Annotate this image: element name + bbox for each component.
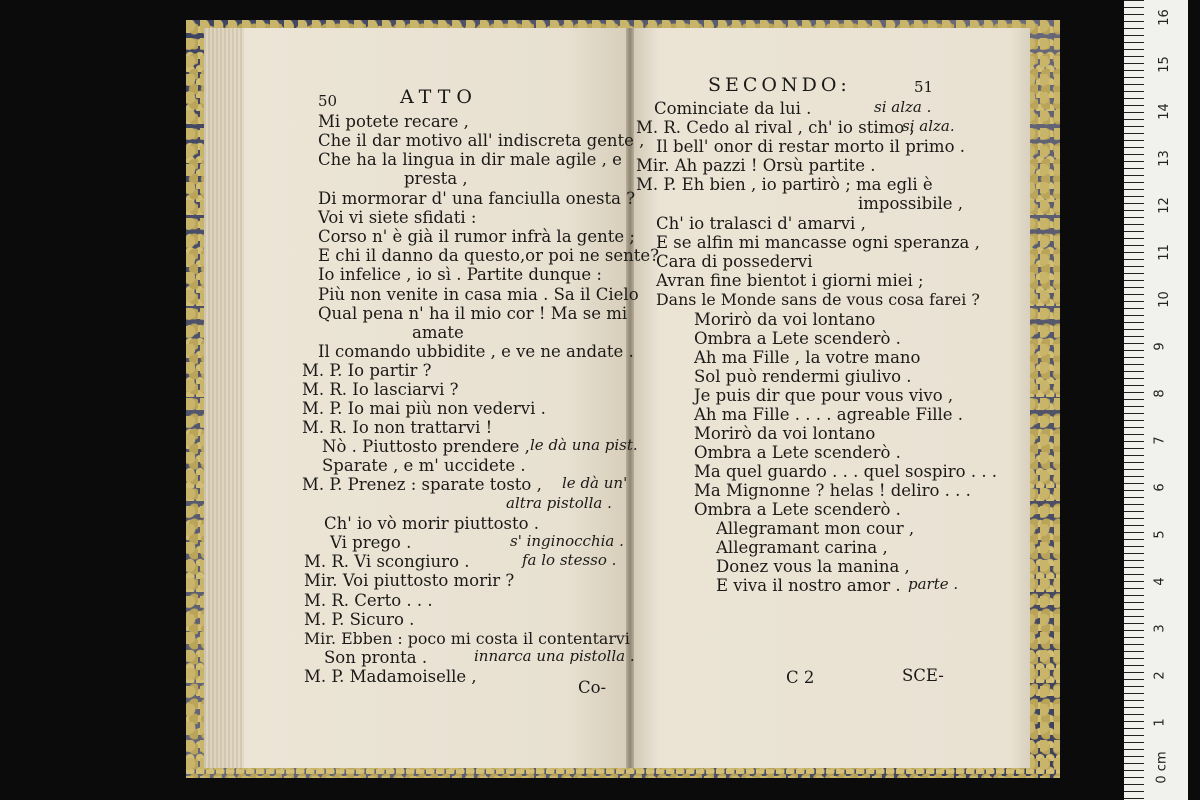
text-line: Che il dar motivo all' indiscreta gente , bbox=[318, 131, 645, 150]
ruler-number: 9 bbox=[1152, 342, 1168, 351]
text-line: Più non venite in casa mia . Sa il Cielo bbox=[318, 285, 639, 304]
text-line: M. R. Io non trattarvi ! bbox=[302, 418, 493, 437]
text-line: M. P. Madamoiselle , bbox=[304, 667, 477, 686]
ruler-number: 4 bbox=[1152, 577, 1168, 586]
text-line: Ma Mignonne ? helas ! deliro . . . bbox=[694, 481, 971, 500]
ruler-number: 10 bbox=[1156, 291, 1172, 308]
stage-direction: fa lo stesso . bbox=[522, 551, 617, 569]
text-line: Cominciate da lui . bbox=[654, 99, 812, 118]
text-line: Ah ma Fille . . . . agreable Fille . bbox=[694, 405, 964, 424]
text-line: Mir. Ebben : poco mi costa il contentarvi bbox=[304, 629, 630, 648]
ruler-number: 14 bbox=[1156, 103, 1172, 120]
text-line: Io infelice , io sì . Partite dunque : bbox=[318, 265, 602, 284]
ruler-number: 1 bbox=[1152, 718, 1168, 727]
text-line: M. P. Sicuro . bbox=[304, 610, 415, 629]
text-line: Morirò da voi lontano bbox=[694, 310, 876, 329]
text-line: Ch' io vò morir piuttosto . bbox=[324, 514, 540, 533]
text-line: Voi vi siete sfidati : bbox=[318, 208, 477, 227]
text-line: Vi prego . bbox=[330, 533, 412, 552]
text-line: Che ha la lingua in dir male agile , e bbox=[318, 150, 622, 169]
text-line: Son pronta . bbox=[324, 648, 428, 667]
stage-direction: innarca una pistolla . bbox=[474, 647, 635, 665]
stage-direction: le dà una pist. bbox=[530, 436, 638, 454]
left-page-number: 50 bbox=[318, 92, 338, 110]
text-line: E se alfin mi mancasse ogni speranza , bbox=[656, 233, 980, 252]
stage-direction: altra pistolla . bbox=[506, 494, 612, 512]
ruler-number: 12 bbox=[1156, 197, 1172, 214]
left-running-head: ATTO bbox=[400, 86, 478, 108]
text-line: M. P. Prenez : sparate tosto , bbox=[302, 475, 542, 494]
catchword: Co- bbox=[578, 678, 607, 697]
text-line: Ma quel guardo . . . quel sospiro . . . bbox=[694, 462, 998, 481]
ruler-number: 11 bbox=[1156, 244, 1172, 261]
page-edges bbox=[204, 28, 244, 768]
ruler-number: 2 bbox=[1152, 671, 1168, 680]
stage-direction: si alza . bbox=[874, 98, 932, 116]
text-line: Mi potete recare , bbox=[318, 112, 469, 131]
right-running-head: SECONDO: bbox=[708, 74, 851, 96]
ruler-number: 0 cm bbox=[1154, 751, 1170, 784]
text-line: Je puis dir que pour vous vivo , bbox=[694, 386, 954, 405]
text-line: Sparate , e m' uccidete . bbox=[322, 456, 526, 475]
ruler-number: 6 bbox=[1152, 483, 1168, 492]
text-line: Ah ma Fille , la votre mano bbox=[694, 348, 921, 367]
text-line: M. R. Io lasciarvi ? bbox=[302, 380, 459, 399]
ruler-labels bbox=[1124, 0, 1188, 800]
text-line: Corso n' è già il rumor infrà la gente ; bbox=[318, 227, 635, 246]
text-line: presta , bbox=[404, 169, 468, 188]
ruler-number: 5 bbox=[1152, 530, 1168, 539]
text-line: Mir. Ah pazzi ! Orsù partite . bbox=[636, 156, 876, 175]
text-line: Morirò da voi lontano bbox=[694, 424, 876, 443]
stage-direction: parte . bbox=[908, 575, 959, 593]
text-line: Mir. Voi piuttosto morir ? bbox=[304, 571, 515, 590]
text-line: Ch' io tralasci d' amarvi , bbox=[656, 214, 866, 233]
ruler-number: 13 bbox=[1156, 150, 1172, 167]
text-line: Allegramant carina , bbox=[716, 538, 888, 557]
signature-mark: C 2 bbox=[786, 668, 815, 687]
text-line: M. P. Eh bien , io partirò ; ma egli è bbox=[636, 175, 933, 194]
text-line: Allegramant mon cour , bbox=[716, 519, 915, 538]
text-line: M. R. Cedo al rival , ch' io stimo , bbox=[636, 118, 915, 137]
text-line: Ombra a Lete scenderò . bbox=[694, 500, 901, 519]
text-line: E chi il danno da questo,or poi ne sente? bbox=[318, 246, 660, 265]
ruler-number: 7 bbox=[1152, 436, 1168, 445]
text-line: Nò . Piuttosto prendere , bbox=[322, 437, 530, 456]
text-line: Qual pena n' ha il mio cor ! Ma se mi bbox=[318, 304, 628, 323]
text-line: Avran fine bientot i giorni miei ; bbox=[656, 271, 924, 290]
text-line: impossibile , bbox=[858, 194, 964, 213]
ruler-number: 3 bbox=[1152, 624, 1168, 633]
stage-direction: si alza. bbox=[902, 117, 955, 135]
text-line: E viva il nostro amor . bbox=[716, 576, 901, 595]
stage-direction: s' inginocchia . bbox=[510, 532, 624, 550]
text-line: Cara di possedervi bbox=[656, 252, 813, 271]
text-line: amate bbox=[412, 323, 464, 342]
text-line: Il comando ubbidite , e ve ne andate . bbox=[318, 342, 634, 361]
ruler-number: 16 bbox=[1156, 9, 1172, 26]
text-line: Il bell' onor di restar morto il primo . bbox=[656, 137, 966, 156]
text-line: Donez vous la manina , bbox=[716, 557, 910, 576]
text-line: M. R. Certo . . . bbox=[304, 591, 433, 610]
text-line: Sol può rendermi giulivo . bbox=[694, 367, 912, 386]
catchword: SCE- bbox=[902, 666, 944, 685]
text-line: M. P. Io partir ? bbox=[302, 361, 432, 380]
ruler-number: 8 bbox=[1152, 389, 1168, 398]
ruler-number: 15 bbox=[1156, 56, 1172, 73]
text-line: Ombra a Lete scenderò . bbox=[694, 329, 901, 348]
text-line: Dans le Monde sans de vous cosa farei ? bbox=[656, 290, 980, 309]
right-page-number: 51 bbox=[914, 78, 934, 96]
text-line: Di mormorar d' una fanciulla onesta ? bbox=[318, 189, 636, 208]
text-line: Ombra a Lete scenderò . bbox=[694, 443, 901, 462]
text-line: M. R. Vi scongiuro . bbox=[304, 552, 470, 571]
stage-direction: le dà un' bbox=[562, 474, 628, 492]
text-line: M. P. Io mai più non vedervi . bbox=[302, 399, 546, 418]
